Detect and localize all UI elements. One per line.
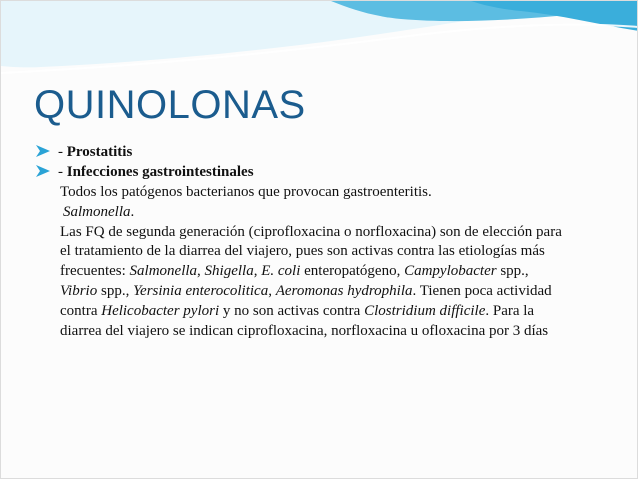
arrow-bullet-icon <box>36 145 50 157</box>
body-line: Todos los patógenos bacterianos que provocan gastroenteritis. <box>60 184 432 200</box>
bullet-prostatitis <box>36 143 132 162</box>
body-line: diarrea del viajero se indican ciprofloxacina, norfloxacina u ofloxacina por 3 días <box>60 322 549 339</box>
body-line: Salmonella. <box>63 203 135 220</box>
body-line: Las FQ de segunda generación (ciprofloxacina o norfloxacina) son de elección para <box>60 223 562 240</box>
body-line: Vibrio spp., Yersinia enterocolitica, Aeromonas hydrophila. Tienen poca actividad <box>60 282 552 299</box>
body-line: contra Helicobacter pylori y no son activas contra Clostridium difficile. Para la <box>60 302 535 319</box>
bullet-infecciones <box>36 163 254 182</box>
body-text <box>60 183 620 341</box>
arrow-bullet-icon <box>36 165 50 177</box>
bullet-label: Infecciones gastrointestinales <box>66 164 254 180</box>
bullet-dash: - <box>58 164 67 180</box>
decorative-wave-header <box>1 1 638 81</box>
body-line: frecuentes: Salmonella, Shigella, E. coli enteropatógeno, Campylobacter spp., <box>60 263 529 280</box>
bullet-dash: - <box>58 144 67 160</box>
body-line: el tratamiento de la diarrea del viajero, pues son activas contra las etiologías más <box>60 243 545 260</box>
slide-title: QUINOLONAS <box>34 83 306 127</box>
bullet-label: Prostatitis <box>66 144 133 160</box>
